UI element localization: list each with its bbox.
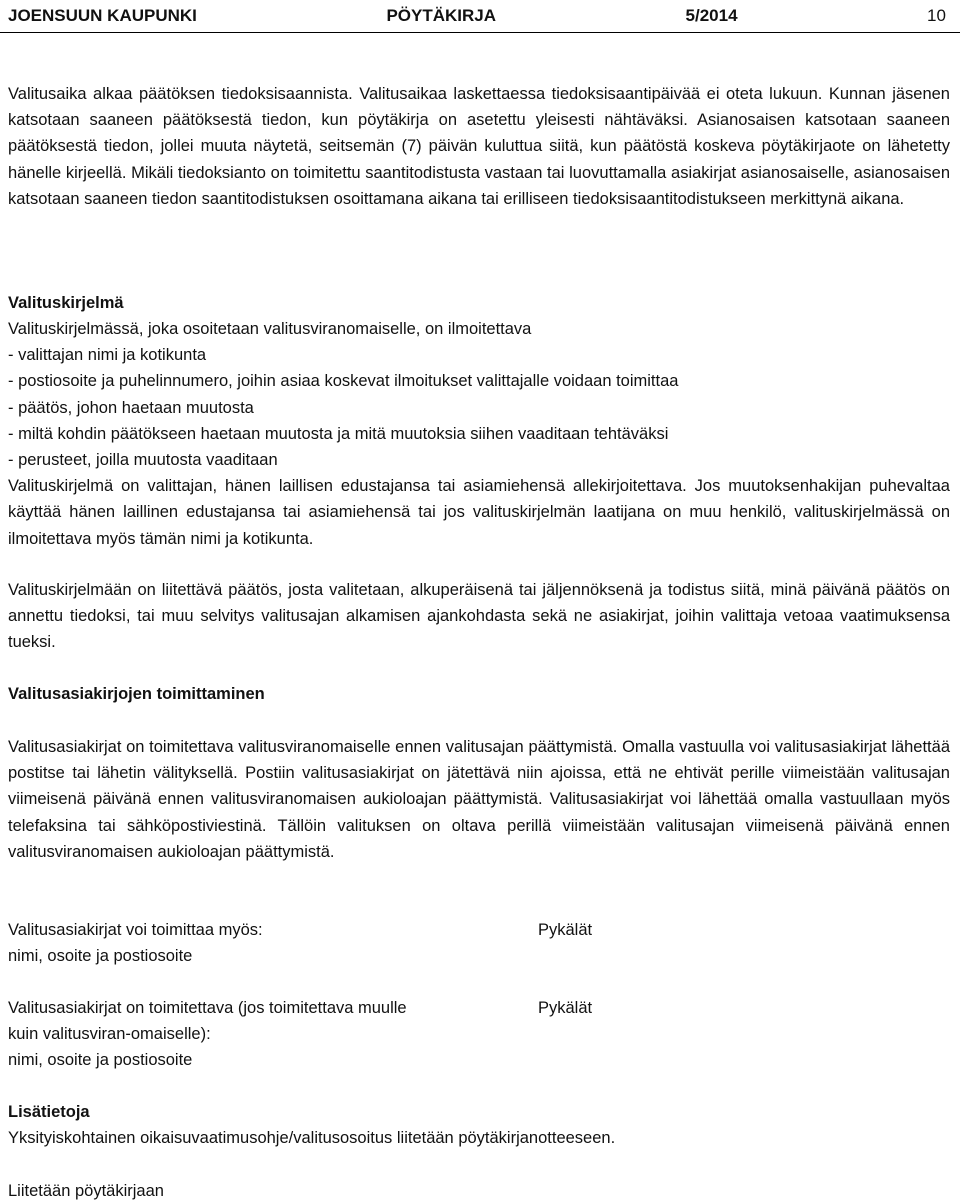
- valituskirjelma-heading: Valituskirjelmä: [8, 294, 124, 312]
- additional-info-section: [8, 1099, 950, 1151]
- document-type: PÖYTÄKIRJA: [386, 5, 497, 25]
- valituskirjelma-requirements: [8, 316, 950, 552]
- additional-info-text: Yksityiskohtainen oikaisuvaatimusohje/valitusosoitus liitetään pöytäkirjanotteeseen.: [8, 1129, 616, 1148]
- list-item: - miltä kohdin päätökseen haetaan muutosta ja mitä muutoksia siihen vaaditaan tehtäväksi: [8, 424, 669, 443]
- delivery-paragraph: Valitusasiakirjat on toimitettava valitusviranomaiselle ennen valitusajan päättymistä. Omalla vastuulla voi valitusasiakirjat lähettää postitse tai lähetin välityksellä. Postiin valitusasiakirjat on jätettävä niin ajoissa, että ne ehtivät perille viimeistään valitusajan viimeisenä päivänä ennen valitusviranomaisen aukioloajan päättymistä. Valitusasiakirjat voi lähettää omalla vastuullaan myös telefaksina tai sähköpostiviestinä. Tällöin valituksen on oltava perillä viimeistään valitusajan viimeisenä päivänä ennen valitusviranomaisen aukioloajan päättymistä.: [8, 738, 950, 861]
- can-deliver-label: Valitusasiakirjat voi toimittaa myös:: [8, 921, 263, 939]
- header-divider: [0, 32, 960, 33]
- must-deliver-ref: Pykälät: [538, 999, 593, 1017]
- list-item: - päätös, johon haetaan muutosta: [8, 398, 254, 417]
- list-item: - postiosoite ja puhelinnumero, joihin asiaa koskevat ilmoitukset valittajalle voidaan toimittaa: [8, 372, 679, 391]
- issue-number: 5/2014: [685, 5, 738, 25]
- requirements-lead: Valituskirjelmässä, joka osoitetaan valitusviranomaiselle, on ilmoitettava: [8, 320, 532, 338]
- footer-note: Liitetään pöytäkirjaan: [8, 1182, 164, 1200]
- delivery-heading: Valitusasiakirjojen toimittaminen: [8, 685, 265, 703]
- can-deliver-ref: Pykälät: [538, 921, 593, 939]
- list-item: - valittajan nimi ja kotikunta: [8, 346, 207, 365]
- additional-info-heading: Lisätietoja: [8, 1103, 90, 1121]
- list-item: - perusteet, joilla muutosta vaaditaan: [8, 451, 278, 470]
- appeal-period-paragraph: Valitusaika alkaa päätöksen tiedoksisaannista. Valitusaikaa laskettaessa tiedoksisaantipäivää ei oteta lukuun. Kunnan jäsenen katsotaan saaneen päätöksestä tiedon, kun pöytäkirja on asetettu yleisesti nähtäväksi. Asianosaisen katsotaan saaneen päätöksestä tiedon, jollei muuta näytetä, seitsemän (7) päivän kuluttua siitä, kun päätöstä koskeva pöytäkirjaote on lähetetty hänelle kirjeellä. Mikäli tiedoksianto on toimitettu saantitodistusta vastaan tai luovuttamalla asiakirjat asianosaiselle, asianosaisen katsotaan saaneen tiedon saantitodistuksen osoittamana aikana tai erilliseen tiedoksisaantitodistukseen merkittynä aikana.: [8, 85, 950, 208]
- must-deliver-label-cont: kuin valitusviran-omaiselle):: [8, 1025, 211, 1044]
- signing-paragraph: Valituskirjelmä on valittajan, hänen laillisen edustajansa tai asiamiehensä allekirjoitettava. Jos muutoksenhakijan puhevaltaa käyttää hänen laillinen edustajansa tai asiamiehensä tai jos valituskirjelmän laatijana on muu henkilö, valituskirjelmässä on ilmoitettava myös tämän nimi ja kotikunta.: [8, 477, 950, 548]
- can-deliver-detail: nimi, osoite ja postiosoite: [8, 947, 193, 966]
- attachments-paragraph: Valituskirjelmään on liitettävä päätös, josta valitetaan, alkuperäisenä tai jäljennöksenä ja todistus siitä, minä päivänä päätös on annettu tiedoksi, tai muu selvitys valitusajan alkamisen ajankohdasta sekä ne asiakirjat, joihin valittaja vetoaa vaatimuksensa tueksi.: [8, 581, 950, 652]
- can-deliver-section: [8, 917, 950, 969]
- must-deliver-label: Valitusasiakirjat on toimitettava (jos toimitettava muulle: [8, 999, 407, 1017]
- municipality-name: JOENSUUN KAUPUNKI: [8, 5, 197, 25]
- must-deliver-section: [8, 995, 950, 1074]
- page-number: 10: [927, 5, 946, 25]
- must-deliver-detail: nimi, osoite ja postiosoite: [8, 1051, 193, 1070]
- page-header: [8, 3, 946, 29]
